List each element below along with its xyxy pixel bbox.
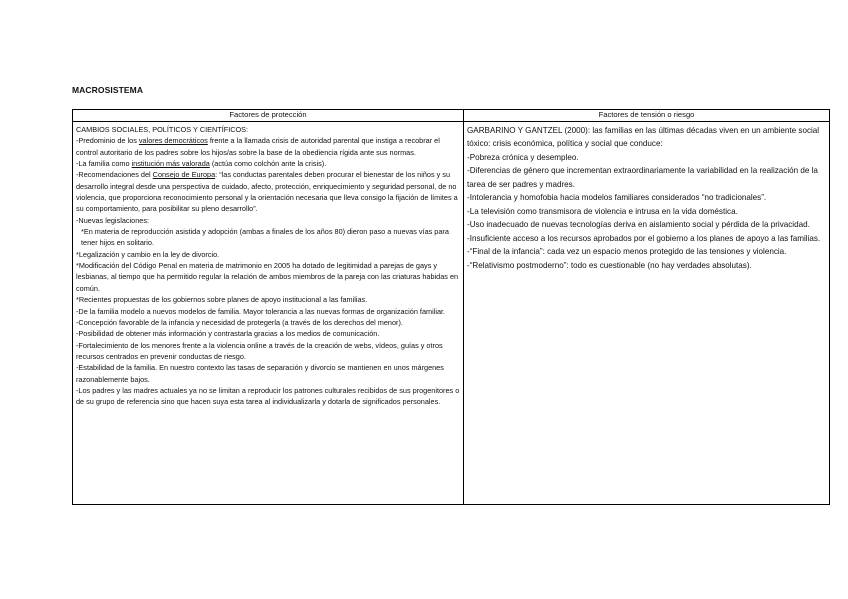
risk-factor-item: GARBARINO Y GANTZEL (2000): las familias en las últimas décadas viven en un ambiente social tóxico: crisis económica, política y social que conduce: [467,126,820,149]
protection-factor-item [76,317,461,328]
text-run: (actúa como colchón ante la crisis). [209,159,327,169]
protection-factor-item [76,215,461,226]
text-run: -Nuevas legislaciones: [76,215,150,225]
protection-factor-item [76,306,461,317]
text-run: frente a la llamada crisis de autoridad parental que instiga a recobrar el control autoritario de los padres sobre los hijos/as sobre la base de la obediencia rígida ante sus normas. [76,136,440,157]
risk-factor-item: -Pobreza crónica y desempleo. [467,152,579,162]
protection-factors-header: Factores de protección [73,110,464,122]
text-run: *En materia de reproducción asistida y adopción (ambas a finales de los años 80) dieron paso a nuevas vías para tener hijos en solitario. [81,227,449,248]
underlined-term: valores democráticos [138,136,208,146]
protection-factor-item [76,294,461,305]
section-heading: MACROSISTEMA [72,85,144,95]
table-header-row [73,110,830,122]
text-run: -De la familia modelo a nuevos modelos de familia. Mayor tolerancia a las nuevas formas de organización familiar. [76,306,446,316]
text-run: -Los padres y las madres actuales ya no se limitan a reproducir los patrones culturales recibidos de sus progenitores o de su grupo de referencia sino que hacen suya esta tarea al individualizarla y dotarla de significados personales. [76,385,460,407]
protection-factor-item [76,135,461,158]
text-run: *Legalización y cambio en la ley de divorcio. [76,249,220,259]
protection-factor-item [76,124,461,135]
text-run: -La familia como [76,159,132,169]
protection-factor-item [76,169,461,214]
protection-factor-item [76,249,461,260]
text-run: : “las conductas parentales deben procurar el bienestar de los niños y su desarrollo integral desde una perspectiva de cuidado, afecto, protección, enriquecimiento y seguridad personal, de no violencia, que proporciona reconocimiento personal y la orientación necesaria que lleva consigo la fijación de límites a su comportamiento, para posibilitar su pleno desarrollo”. [76,170,458,214]
underlined-term: Consejo de Europa [152,170,216,180]
underlined-term: institución más valorada [131,159,210,169]
protection-factors-cell [73,122,464,505]
risk-factor-item: -“Final de la infancia”: cada vez un espacio menos protegido de las tensiones y violencia. [467,247,787,257]
factors-table [72,109,830,505]
protection-factor-item [76,260,461,294]
text-run: -Recomendaciones del [76,170,153,180]
protection-factor-item [76,385,461,408]
risk-factor-item: -Uso inadecuado de nuevas tecnologías deriva en aislamiento social y pérdida de la privacidad. [467,220,810,230]
text-run: -Estabilidad de la familia. En nuestro contexto las tasas de separación y divorcio se mantienen en unos márgenes razonablemente bajos. [76,363,444,384]
risk-factor-item: -Insuficiente acceso a los recursos aprobados por el gobierno a los planes de apoyo a las familias. [467,233,821,243]
risk-factor-item: -Intolerancia y homofobia hacia modelos familiares considerados “no tradicionales”. [467,193,767,203]
protection-factor-item [76,340,461,363]
text-run: -Predominio de los [76,136,139,146]
protection-factor-item [76,328,461,339]
risk-factors-header: Factores de tensión o riesgo [464,110,830,122]
text-run: CAMBIOS SOCIALES, POLÍTICOS Y CIENTÍFICOS: [76,125,249,134]
text-run: -Fortalecimiento de los menores frente a la violencia online a través de la creación de webs, vídeos, guías y otros recursos centrados en prevenir conductas de riesgo. [76,340,443,361]
protection-factor-item [76,362,461,385]
risk-factor-item: -La televisión como transmisora de violencia e intrusa en la vida doméstica. [467,206,738,216]
risk-factors-cell [464,122,830,505]
risk-factor-item: -Diferencias de género que incrementan extraordinariamente la variabilidad en la realización de la tarea de ser padres y madres. [467,166,818,189]
table-body-row [73,122,830,505]
text-run: *Modificación del Código Penal en materia de matrimonio en 2005 ha dotado de legitimidad a parejas de gays y lesbianas, al tiempo que ha permitido regular la relación de ambos miembros de la pareja con las criaturas habidas en común. [76,261,459,293]
text-run: *Recientes propuestas de los gobiernos sobre planes de apoyo institucional a las familias. [76,295,368,305]
protection-factor-item [76,158,461,169]
text-run: -Concepción favorable de la infancia y necesidad de protegerla (a través de los derechos del menor). [76,317,403,327]
risk-factor-item: -“Relativismo postmoderno”: todo es cuestionable (no hay verdades absolutas). [467,260,752,270]
text-run: -Posibilidad de obtener más información y contrastarla gracias a los medios de comunicación. [76,329,380,339]
protection-factor-item [76,226,461,249]
